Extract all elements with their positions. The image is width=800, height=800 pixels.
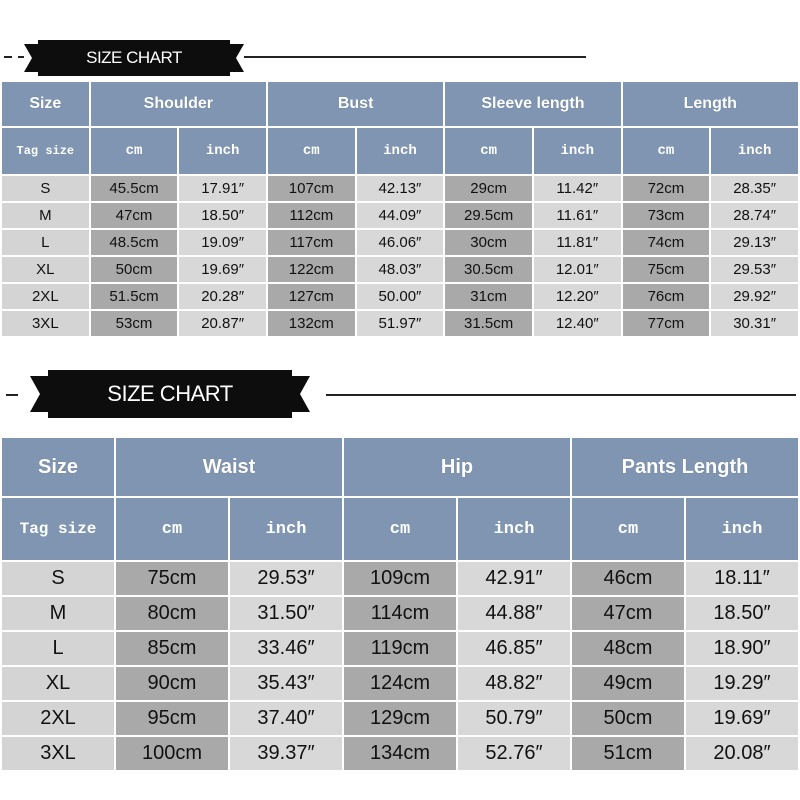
inch-value: 42.91″ — [458, 562, 570, 595]
inch-value: 31.50″ — [230, 597, 342, 630]
unit-cm: cm — [344, 498, 456, 560]
group-header-length: Length — [623, 82, 798, 126]
unit-cm: cm — [623, 128, 710, 174]
top-size-table — [0, 80, 800, 338]
cm-value: 53cm — [91, 311, 178, 336]
table-row — [2, 632, 798, 665]
cm-value: 124cm — [344, 667, 456, 700]
unit-cm: cm — [572, 498, 684, 560]
inch-value: 19.69″ — [686, 702, 798, 735]
cm-value: 49cm — [572, 667, 684, 700]
cm-value: 31cm — [445, 284, 532, 309]
cm-value: 47cm — [91, 203, 178, 228]
cm-value: 77cm — [623, 311, 710, 336]
cm-value: 127cm — [268, 284, 355, 309]
cm-value: 48.5cm — [91, 230, 178, 255]
unit-cm: cm — [116, 498, 228, 560]
inch-value: 28.35″ — [711, 176, 798, 201]
group-header-shoulder: Shoulder — [91, 82, 266, 126]
inch-value: 39.37″ — [230, 737, 342, 770]
cm-value: 29.5cm — [445, 203, 532, 228]
inch-value: 11.42″ — [534, 176, 621, 201]
inch-value: 44.09″ — [357, 203, 444, 228]
size-label: S — [2, 176, 89, 201]
size-label: XL — [2, 667, 114, 700]
inch-value: 29.53″ — [230, 562, 342, 595]
size-label: 2XL — [2, 284, 89, 309]
inch-value: 20.87″ — [179, 311, 266, 336]
cm-value: 46cm — [572, 562, 684, 595]
inch-value: 35.43″ — [230, 667, 342, 700]
top-table-body — [2, 176, 798, 336]
inch-value: 18.50″ — [686, 597, 798, 630]
banner-dash — [6, 394, 18, 396]
tag-size-label: Tag size — [2, 128, 89, 174]
unit-cm: cm — [268, 128, 355, 174]
cm-value: 95cm — [116, 702, 228, 735]
cm-value: 48cm — [572, 632, 684, 665]
cm-value: 122cm — [268, 257, 355, 282]
unit-inch: inch — [230, 498, 342, 560]
group-header-waist: Waist — [116, 438, 342, 496]
cm-value: 85cm — [116, 632, 228, 665]
banner-title: SIZE CHART — [48, 370, 292, 418]
cm-value: 117cm — [268, 230, 355, 255]
table-row — [2, 667, 798, 700]
unit-inch: inch — [179, 128, 266, 174]
cm-value: 132cm — [268, 311, 355, 336]
group-header-bust: Bust — [268, 82, 443, 126]
table-row — [2, 737, 798, 770]
unit-cm: cm — [445, 128, 532, 174]
cm-value: 31.5cm — [445, 311, 532, 336]
cm-value: 75cm — [116, 562, 228, 595]
cm-value: 72cm — [623, 176, 710, 201]
size-header: Size — [2, 82, 89, 126]
table-row — [2, 230, 798, 255]
cm-value: 30cm — [445, 230, 532, 255]
bottom-table-body — [2, 562, 798, 770]
size-label: 3XL — [2, 737, 114, 770]
inch-value: 12.01″ — [534, 257, 621, 282]
table-row — [2, 284, 798, 309]
cm-value: 90cm — [116, 667, 228, 700]
inch-value: 20.28″ — [179, 284, 266, 309]
inch-value: 46.85″ — [458, 632, 570, 665]
size-label: L — [2, 632, 114, 665]
inch-value: 52.76″ — [458, 737, 570, 770]
unit-inch: inch — [711, 128, 798, 174]
cm-value: 112cm — [268, 203, 355, 228]
group-header-pants-length: Pants Length — [572, 438, 798, 496]
inch-value: 20.08″ — [686, 737, 798, 770]
cm-value: 109cm — [344, 562, 456, 595]
inch-value: 44.88″ — [458, 597, 570, 630]
cm-value: 51cm — [572, 737, 684, 770]
size-header: Size — [2, 438, 114, 496]
cm-value: 50cm — [91, 257, 178, 282]
inch-value: 17.91″ — [179, 176, 266, 201]
inch-value: 37.40″ — [230, 702, 342, 735]
inch-value: 48.82″ — [458, 667, 570, 700]
size-label: S — [2, 562, 114, 595]
inch-value: 18.50″ — [179, 203, 266, 228]
inch-value: 12.20″ — [534, 284, 621, 309]
group-header-hip: Hip — [344, 438, 570, 496]
inch-value: 19.09″ — [179, 230, 266, 255]
cm-value: 76cm — [623, 284, 710, 309]
table-row — [2, 562, 798, 595]
inch-value: 29.53″ — [711, 257, 798, 282]
size-label: XL — [2, 257, 89, 282]
table-row — [2, 597, 798, 630]
inch-value: 28.74″ — [711, 203, 798, 228]
cm-value: 119cm — [344, 632, 456, 665]
cm-value: 30.5cm — [445, 257, 532, 282]
cm-value: 75cm — [623, 257, 710, 282]
banner-dash — [4, 56, 12, 58]
inch-value: 19.29″ — [686, 667, 798, 700]
size-label: 2XL — [2, 702, 114, 735]
cm-value: 45.5cm — [91, 176, 178, 201]
inch-value: 19.69″ — [179, 257, 266, 282]
inch-value: 50.00″ — [357, 284, 444, 309]
cm-value: 114cm — [344, 597, 456, 630]
cm-value: 129cm — [344, 702, 456, 735]
unit-inch: inch — [534, 128, 621, 174]
unit-inch: inch — [686, 498, 798, 560]
cm-value: 51.5cm — [91, 284, 178, 309]
group-header-sleeve-length: Sleeve length — [445, 82, 620, 126]
table-row — [2, 176, 798, 201]
unit-inch: inch — [458, 498, 570, 560]
cm-value: 29cm — [445, 176, 532, 201]
table-row — [2, 311, 798, 336]
cm-value: 100cm — [116, 737, 228, 770]
bottom-size-table — [0, 436, 800, 772]
cm-value: 80cm — [116, 597, 228, 630]
size-chart-banner-top — [0, 38, 800, 78]
tag-size-label: Tag size — [2, 498, 114, 560]
size-label: L — [2, 230, 89, 255]
cm-value: 107cm — [268, 176, 355, 201]
cm-value: 74cm — [623, 230, 710, 255]
inch-value: 29.13″ — [711, 230, 798, 255]
inch-value: 48.03″ — [357, 257, 444, 282]
inch-value: 42.13″ — [357, 176, 444, 201]
banner-rule — [326, 394, 796, 396]
inch-value: 29.92″ — [711, 284, 798, 309]
inch-value: 18.90″ — [686, 632, 798, 665]
table-row — [2, 203, 798, 228]
inch-value: 50.79″ — [458, 702, 570, 735]
inch-value: 11.61″ — [534, 203, 621, 228]
unit-inch: inch — [357, 128, 444, 174]
inch-value: 51.97″ — [357, 311, 444, 336]
cm-value: 134cm — [344, 737, 456, 770]
cm-value: 50cm — [572, 702, 684, 735]
table-row — [2, 702, 798, 735]
size-label: M — [2, 597, 114, 630]
banner-title: SIZE CHART — [38, 40, 230, 76]
inch-value: 11.81″ — [534, 230, 621, 255]
banner-rule — [244, 56, 586, 58]
inch-value: 18.11″ — [686, 562, 798, 595]
size-chart-banner-bottom — [0, 370, 800, 420]
cm-value: 73cm — [623, 203, 710, 228]
inch-value: 46.06″ — [357, 230, 444, 255]
unit-cm: cm — [91, 128, 178, 174]
size-label: 3XL — [2, 311, 89, 336]
inch-value: 30.31″ — [711, 311, 798, 336]
size-label: M — [2, 203, 89, 228]
inch-value: 12.40″ — [534, 311, 621, 336]
cm-value: 47cm — [572, 597, 684, 630]
table-row — [2, 257, 798, 282]
inch-value: 33.46″ — [230, 632, 342, 665]
